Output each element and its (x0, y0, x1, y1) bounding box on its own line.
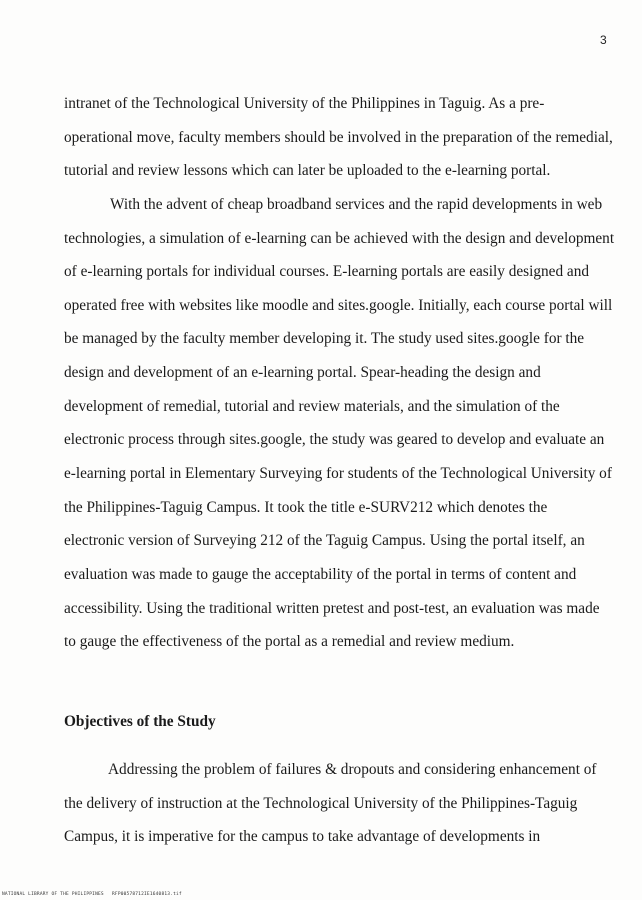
paragraph-line: design and development of an e-learning portal. Spear-heading the design and (64, 364, 541, 381)
paragraph-line: Addressing the problem of failures & dropouts and considering enhancement of (108, 761, 597, 778)
footer-library-stamp: NATIONAL LIBRARY OF THE PHILIPPINES (2, 892, 104, 897)
paragraph-line: the delivery of instruction at the Technological University of the Philippines-Taguig (64, 795, 578, 812)
paragraph-line: intranet of the Technological University of the Philippines in Taguig. As a pre- (64, 95, 545, 112)
paragraph-line: electronic process through sites.google, the study was geared to develop and evaluate an (64, 431, 605, 448)
paragraph-line: operational move, faculty members should be involved in the preparation of the remedial, (64, 129, 613, 146)
paragraph-line: technologies, a simulation of e-learning can be achieved with the design and development (64, 230, 615, 247)
paragraph-line: the Philippines-Taguig Campus. It took the title e-SURV212 which denotes the (64, 499, 548, 516)
paragraph-line: development of remedial, tutorial and review materials, and the simulation of the (64, 398, 560, 415)
paragraph-line: to gauge the effectiveness of the portal as a remedial and review medium. (64, 633, 515, 650)
paragraph-line: operated free with websites like moodle and sites.google. Initially, each course portal will (64, 297, 613, 314)
paragraph-line: be managed by the faculty member developing it. The study used sites.google for the (64, 330, 585, 347)
paragraph-line: of e-learning portals for individual courses. E-learning portals are easily designed and (64, 263, 590, 280)
paragraph-line: Campus, it is imperative for the campus to take advantage of developments in (64, 828, 541, 845)
paragraph-line: e-learning portal in Elementary Surveying for students of the Technological University of (64, 465, 612, 482)
paragraph-line: accessibility. Using the traditional written pretest and post-test, an evaluation was made (64, 600, 600, 617)
footer-file-code: RFP00578712IE1640813.tif (112, 892, 182, 897)
page-number: 3 (600, 33, 607, 47)
paragraph-line: evaluation was made to gauge the acceptability of the portal in terms of content and (64, 566, 577, 583)
paragraph-line: electronic version of Surveying 212 of the Taguig Campus. Using the portal itself, an (64, 532, 585, 549)
section-heading: Objectives of the Study (64, 713, 216, 730)
paragraph-line: tutorial and review lessons which can later be uploaded to the e-learning portal. (64, 162, 551, 179)
paragraph-line: With the advent of cheap broadband services and the rapid developments in web (110, 196, 603, 213)
